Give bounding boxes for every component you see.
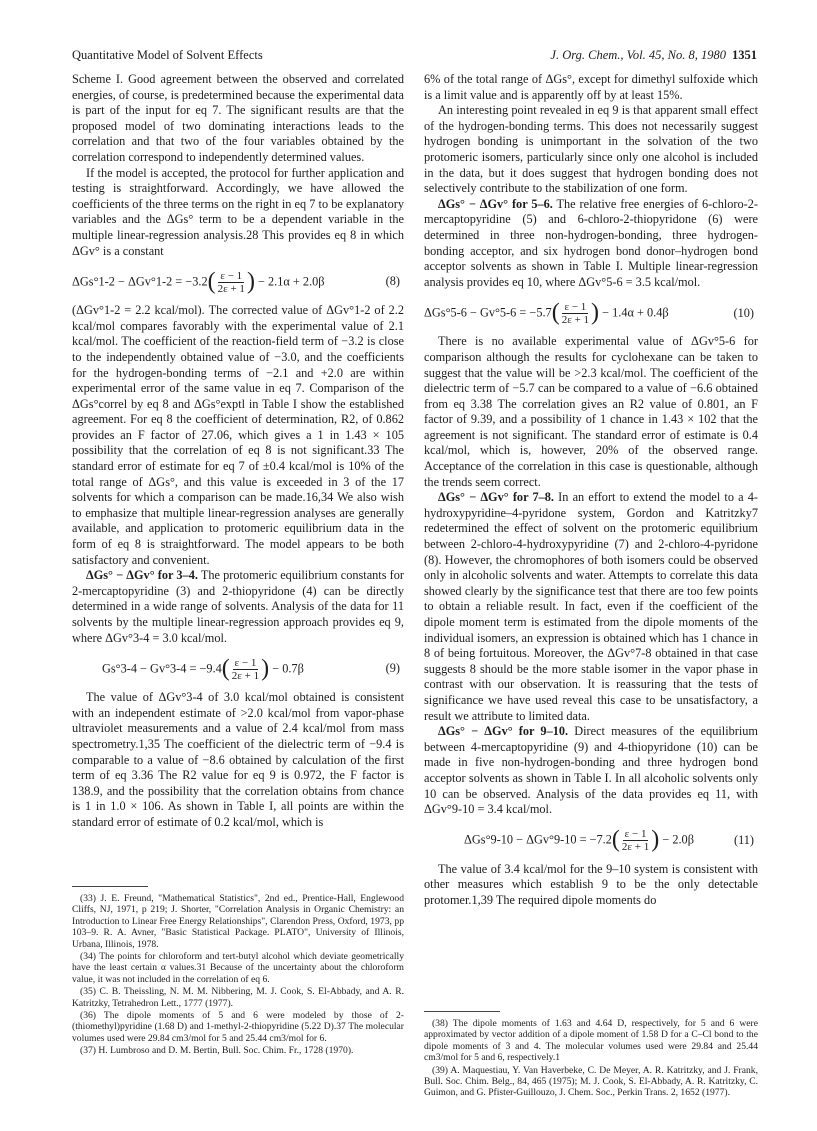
paragraph: The value of 3.4 kcal/mol for the 9–10 system is consistent with other measures which establish 9 to be the only detectable protomer.1,39 The required dipole moments do bbox=[424, 861, 758, 907]
eq-lhs: ΔGs°1-2 − ΔGv°1-2 = −3.2 bbox=[72, 273, 208, 288]
paragraph: There is no available experimental value of ΔGv°5-6 for comparison although the results for cyclohexane can be taken to suggest that the value will be >2.3 kcal/mol. The coefficient of the dielectric term of −5.7 can be compared to a value of −6.6 obtained from eq 3.38 The correlation gives an R2 value of 0.801, an F factor of 9.39, and a possibility of 1 chance in 1.43 × 102 that the agreement is not significant. The standard error of estimate is 0.4 kcal/mol, which is, however, 20% of the observed range. Acceptance of the correlation in this case is questionable, although the trends seem correct. bbox=[424, 334, 758, 489]
eq-rhs: − 2.0β bbox=[662, 832, 694, 847]
paragraph-text: The relative free energies of 6-chloro-2-mercaptopyridine (5) and 6-chloro-2-thiopyridone (6) were determined in three non-hydrogen-bonding, three hydrogen-bonding acceptor, and six hydrogen bond donor–hydrogen bond acceptor solvents as shown in Table I. Multiple linear-regression analysis provides eq 10, where ΔGv°5-6 = 3.5 kcal/mol. bbox=[424, 196, 758, 289]
footnotes-left bbox=[72, 893, 404, 1058]
equation-11: ΔGs°9-10 − ΔGv°9-10 = −7.2( $\frac{\varepsilon - 1}{2\varepsilon + 1}$ ) − 2.0β (11) bbox=[424, 826, 758, 856]
paragraph: An interesting point revealed in eq 9 is that apparent small effect of the hydrogen-bonding terms. This does not necessarily suggest hydrogen bonding is unimportant in the solvation of the two protomeric isomers, particularly since only one alcohol is included in the data, but it does suggest that hydrogen bonding does not selectively contribute to the stabilization of one form. bbox=[424, 103, 758, 196]
footnote: (36) The dipole moments of 5 and 6 were modeled by those of 2-(thiomethyl)pyridine (1.68 D) and 1-methyl-2-thiopyridine (5.22 D).37 The molecular volumes used were 29.84 cm3/mol for 5 and 25.44 cm3/mol for 6. bbox=[72, 1010, 404, 1044]
paragraph-text: Direct measures of the equilibrium between 4-mercaptopyridine (9) and 4-thiopyridone (10) can be made in five non-hydrogen-bonding and three hydrogen bond acceptor solvents as shown in Table I. In all alcoholic solvents only 10 can be observed. Analysis of the data provides eq 11, with ΔGv°9-10 = 3.4 kcal/mol. bbox=[424, 724, 758, 817]
footnotes-right bbox=[424, 1018, 758, 1100]
section-heading: ΔGs° − ΔGv° for 3–4. bbox=[86, 568, 198, 583]
journal-name: J. Org. Chem., Vol. 45, No. 8, 1980 bbox=[550, 48, 726, 62]
footnote-rule bbox=[72, 886, 148, 887]
eq-lhs: ΔGs°9-10 − ΔGv°9-10 = −7.2 bbox=[464, 832, 612, 847]
eq-denominator: 2ε + 1 bbox=[217, 282, 245, 295]
left-column bbox=[72, 72, 404, 831]
paragraph: 6% of the total range of ΔGs°, except for dimethyl sulfoxide which is a limit value and is apparently off by at least 15%. bbox=[424, 72, 758, 102]
footnote: (34) The points for chloroform and tert-butyl alcohol which deviate geometrically have the least certain α values.31 Because of the uncertainty about the chloroform value, it was not included in the correlation of eq 6. bbox=[72, 951, 404, 985]
footnote: (38) The dipole moments of 1.63 and 4.64 D, respectively, for 5 and 6 were approximated by vector addition of a dipole moment of 1.58 D for a C–Cl bond to the dipole moments of 3 and 4. The molecular volumes used were 29.84 and 25.44 cm3/mol for 5 and 6, respectively.1 bbox=[424, 1018, 758, 1064]
footnote-rule bbox=[424, 1011, 500, 1012]
eq-lhs: ΔGs°5-6 − Gv°5-6 = −5.7 bbox=[424, 305, 552, 320]
equation-number: (8) bbox=[385, 274, 400, 289]
eq-rhs: − 1.4α + 0.4β bbox=[602, 305, 669, 320]
eq-numerator: ε − 1 bbox=[220, 269, 243, 282]
paragraph: Scheme I. Good agreement between the observed and correlated energies, of course, is predetermined because the experimental data is part of the input for eq 7. The significant results are that the proposed model of two dominating interactions leads to the correlation and that two of the four variables obtained by the correlation correspond to independently determined values. bbox=[72, 72, 404, 164]
equation-10: ΔGs°5-6 − Gv°5-6 = −5.7( $\frac{\varepsilon - 1}{2\varepsilon + 1}$ ) − 1.4α + 0.4β (10) bbox=[424, 298, 758, 328]
equation-8: ΔGs°1-2 − ΔGv°1-2 = −3.2( $\frac{\varepsilon - 1}{2\varepsilon + 1}$ ) − 2.1α + 2.0β (8) bbox=[72, 267, 404, 297]
eq-numerator: ε − 1 bbox=[624, 828, 647, 841]
section-heading: ΔGs° − ΔGv° for 5–6. bbox=[438, 196, 553, 211]
eq-rhs: − 0.7β bbox=[272, 661, 304, 676]
eq-denominator: 2ε + 1 bbox=[621, 841, 650, 854]
eq-numerator: ε − 1 bbox=[564, 300, 587, 313]
running-head: Quantitative Model of Solvent Effects bbox=[72, 48, 263, 62]
equation-number: (9) bbox=[385, 661, 400, 676]
eq-denominator: 2ε + 1 bbox=[231, 669, 260, 682]
paragraph: If the model is accepted, the protocol for further application and testing is straightforward. Accordingly, we have allowed the coefficients of the three terms on the right in eq 7 to be explanatory variables and the ΔGs° term to be a dependent variable in the multiple linear-regression analysis.28 This provides eq 8 in which ΔGv° is a constant bbox=[72, 165, 404, 258]
equation-9: Gs°3-4 − Gv°3-4 = −9.4( $\frac{\varepsilon - 1}{2\varepsilon + 1}$ ) − 0.7β (9) bbox=[72, 654, 404, 684]
footnote: (39) A. Maquestiau, Y. Van Haverbeke, C. De Meyer, A. R. Katritzky, and J. Frank, Bull. Soc. Chim. Belg., 84, 465 (1975); M. J. Cook, S. El-Abbady, A. R. Katritzky, C. Guimon, and G. Pfister-Guillouzo, J. Chem. Soc., Perkin Trans. 2, 1652 (1977). bbox=[424, 1064, 758, 1099]
right-column bbox=[424, 72, 758, 909]
eq-rhs: − 2.1α + 2.0β bbox=[258, 273, 325, 288]
footnote: (33) J. E. Freund, "Mathematical Statistics", 2nd ed., Prentice-Hall, Englewood Cliffs, NJ, 1971, p 219; J. Shorter, "Correlation Analysis in Organic Chemistry: an Introduction to Linear Free Energy Relationships", Clarendon Press, Oxford, 1973, pp 103–9. R. A. Avner, "Basic Statistical Package. PLATO", University of Illinois, Urbana, Illinois, 1978. bbox=[72, 893, 404, 950]
paragraph-text: In an effort to extend the model to a 4-hydroxypyridine–4-pyridone system, Gordon and Katritzky7 redetermined the effect of solvent on the protomeric equilibrium between 2-chloro-4-hydroxypyridine (7) and 2-chloro-4-pyridone (8). However, the chromophores of both isomers could be observed only in alcoholic solvents and water. Attempts to correlate this data showed clearly by the significance test that there are too few points to obtain a reliable result. In fact, even if the coefficient of the dipole moment term is estimated from the dipole moments of the individual isomers, an expression is obtained which has 1 chance in 8 of being fortuitous. Moreover, the ΔGv°7-8 obtained in that case suggests 8 should be the more stable isomer in the vapor phase in contrast with our observation. It is reassuring that the tests of significance we have used reveal this case to be unsatisfactory, a result we attribute to limited data. bbox=[424, 490, 759, 723]
paragraph: (ΔGv°1-2 = 2.2 kcal/mol). The corrected value of ΔGv°1-2 of 2.2 kcal/mol compares favorably with the experimental value of 2.1 kcal/mol. The coefficient of the reaction-field term of −3.2 is close to the independently obtained value of −3.0, and the coefficients for the hydrogen-bonding terms of −2.1 and +2.0 are within experimental error of the same value in eq 7. Comparison of the ΔGs°correl by eq 8 and ΔGs°exptl in Table I show the established agreement. For eq 8 the coefficient of determination, R2, of 0.862 provides an F factor of 27.06, which gives a 1 in 1.43 × 105 possibility that the correlation of eq 8 is not significant.33 The standard error of estimate for eq 7 of ±0.4 kcal/mol is 10% of the total range of ΔGs°, and this value is exceeded in 3 of the 17 solvents for which a comparison can be made.16,34 We also wish to emphasize that multiple linear-regression analyses are generally available, and application to protomeric equilibrium data in the form of eq 8 is straightforward. The model appears to be both satisfactory and convenient. bbox=[72, 303, 404, 567]
eq-numerator: ε − 1 bbox=[234, 656, 257, 669]
eq-denominator: 2ε + 1 bbox=[561, 313, 590, 326]
journal-citation bbox=[550, 48, 757, 63]
paragraph: The value of ΔGv°3-4 of 3.0 kcal/mol obtained is consistent with an independent estimate of >2.0 kcal/mol from vapor-phase ultraviolet measurements and a value of 2.4 kcal/mol from mass spectrometry.1,35 The coefficient of the dielectric term of −9.4 is comparable to a value of −8.6 obtained by calculation of the first term of eq 3.36 The R2 value for eq 9 is 0.972, the F factor is 138.9, and the possibility that the correlation obtains from chance is 1 in 1.0 × 106. As shown in Table I, all points are within the standard error of estimate of 0.2 kcal/mol, which is bbox=[72, 690, 404, 829]
footnote: (37) H. Lumbroso and D. M. Bertin, Bull. Soc. Chim. Fr., 1728 (1970). bbox=[80, 1045, 354, 1057]
section-heading: ΔGs° − ΔGv° for 7–8. bbox=[438, 490, 555, 505]
footnote: (35) C. B. Theissling, N. M. M. Nibbering, M. J. Cook, S. El-Abbady, and A. R. Katritzky, Tetrahedron Lett., 1777 (1977). bbox=[72, 986, 404, 1009]
section-heading: ΔGs° − ΔGv° for 9–10. bbox=[438, 724, 569, 739]
paragraph-text: The protomeric equilibrium constants for 2-mercaptopyridine (3) and 2-thiopyridone (4) can be directly determined in a wide range of solvents. Analysis of the data for 11 solvents by the multiple linear-regression approach provides eq 9, where ΔGv°3-4 = 3.0 kcal/mol. bbox=[72, 568, 404, 645]
equation-number: (10) bbox=[733, 305, 754, 320]
equation-number: (11) bbox=[733, 832, 754, 847]
page-number: 1351 bbox=[732, 48, 757, 62]
eq-lhs: Gs°3-4 − Gv°3-4 = −9.4 bbox=[102, 661, 222, 676]
